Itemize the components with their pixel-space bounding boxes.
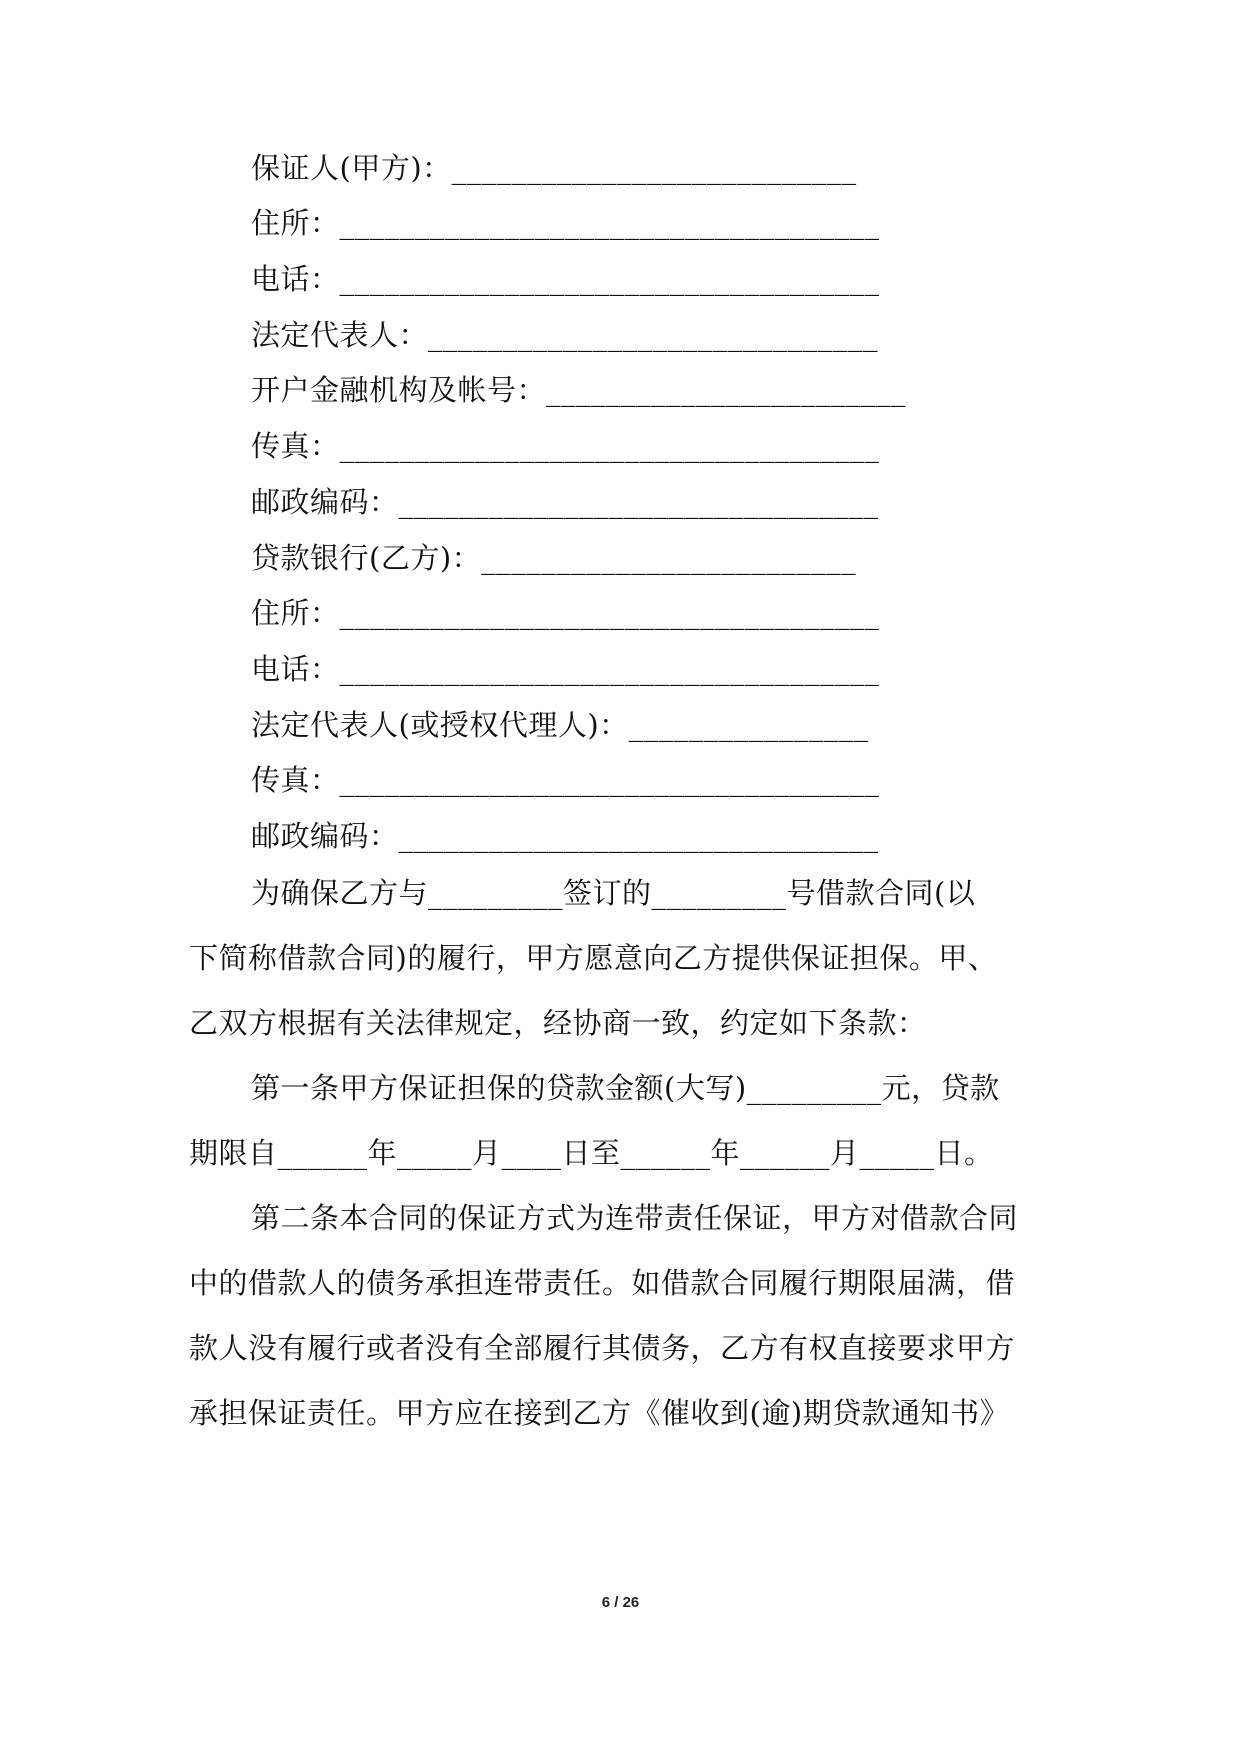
article-2-line-1: 第二条本合同的保证方式为连带责任保证，甲方对借款合同 xyxy=(251,1201,1019,1235)
lender-phone-field: 电话：____________________________________ xyxy=(251,652,880,686)
article-1-line-1: 第一条甲方保证担保的贷款金额(大写)_________元，贷款 xyxy=(251,1071,1000,1105)
preamble-line-3: 乙双方根据有关法律规定，经协商一致，约定如下条款： xyxy=(189,1006,927,1040)
article-1-line-2: 期限自______年_____月____日至______年______月_____日。 xyxy=(189,1136,994,1170)
article-2-line-4: 承担保证责任。甲方应在接到乙方《催收到(逾)期贷款通知书》 xyxy=(189,1396,1010,1430)
guarantor-name-field: 保证人(甲方)：___________________________ xyxy=(251,151,857,185)
preamble-line-1: 为确保乙方与_________签订的_________号借款合同(以 xyxy=(251,876,976,910)
article-2-line-3: 款人没有履行或者没有全部履行其债务，乙方有权直接要求甲方 xyxy=(189,1331,1016,1365)
guarantor-phone-field: 电话：____________________________________ xyxy=(251,262,880,296)
guarantor-postcode-field: 邮政编码：________________________________ xyxy=(251,485,879,519)
preamble-line-2: 下简称借款合同)的履行，甲方愿意向乙方提供保证担保。甲、 xyxy=(189,941,998,975)
lender-address-field: 住所：____________________________________ xyxy=(251,596,880,630)
guarantor-fax-field: 传真：____________________________________ xyxy=(251,429,880,463)
lender-postcode-field: 邮政编码：________________________________ xyxy=(251,819,879,853)
page-number: 6 / 26 xyxy=(601,1594,640,1611)
guarantor-legal-rep-field: 法定代表人：______________________________ xyxy=(251,318,879,352)
lender-fax-field: 传真：____________________________________ xyxy=(251,763,880,797)
guarantor-bank-account-field: 开户金融机构及帐号：________________________ xyxy=(251,373,907,407)
lender-legal-rep-field: 法定代表人(或授权代理人)：________________ xyxy=(251,708,869,742)
article-2-line-2: 中的借款人的债务承担连带责任。如借款合同履行期限届满，借 xyxy=(189,1266,1016,1300)
guarantor-address-field: 住所：____________________________________ xyxy=(251,206,880,240)
lender-name-field: 贷款银行(乙方)：_________________________ xyxy=(251,541,857,575)
